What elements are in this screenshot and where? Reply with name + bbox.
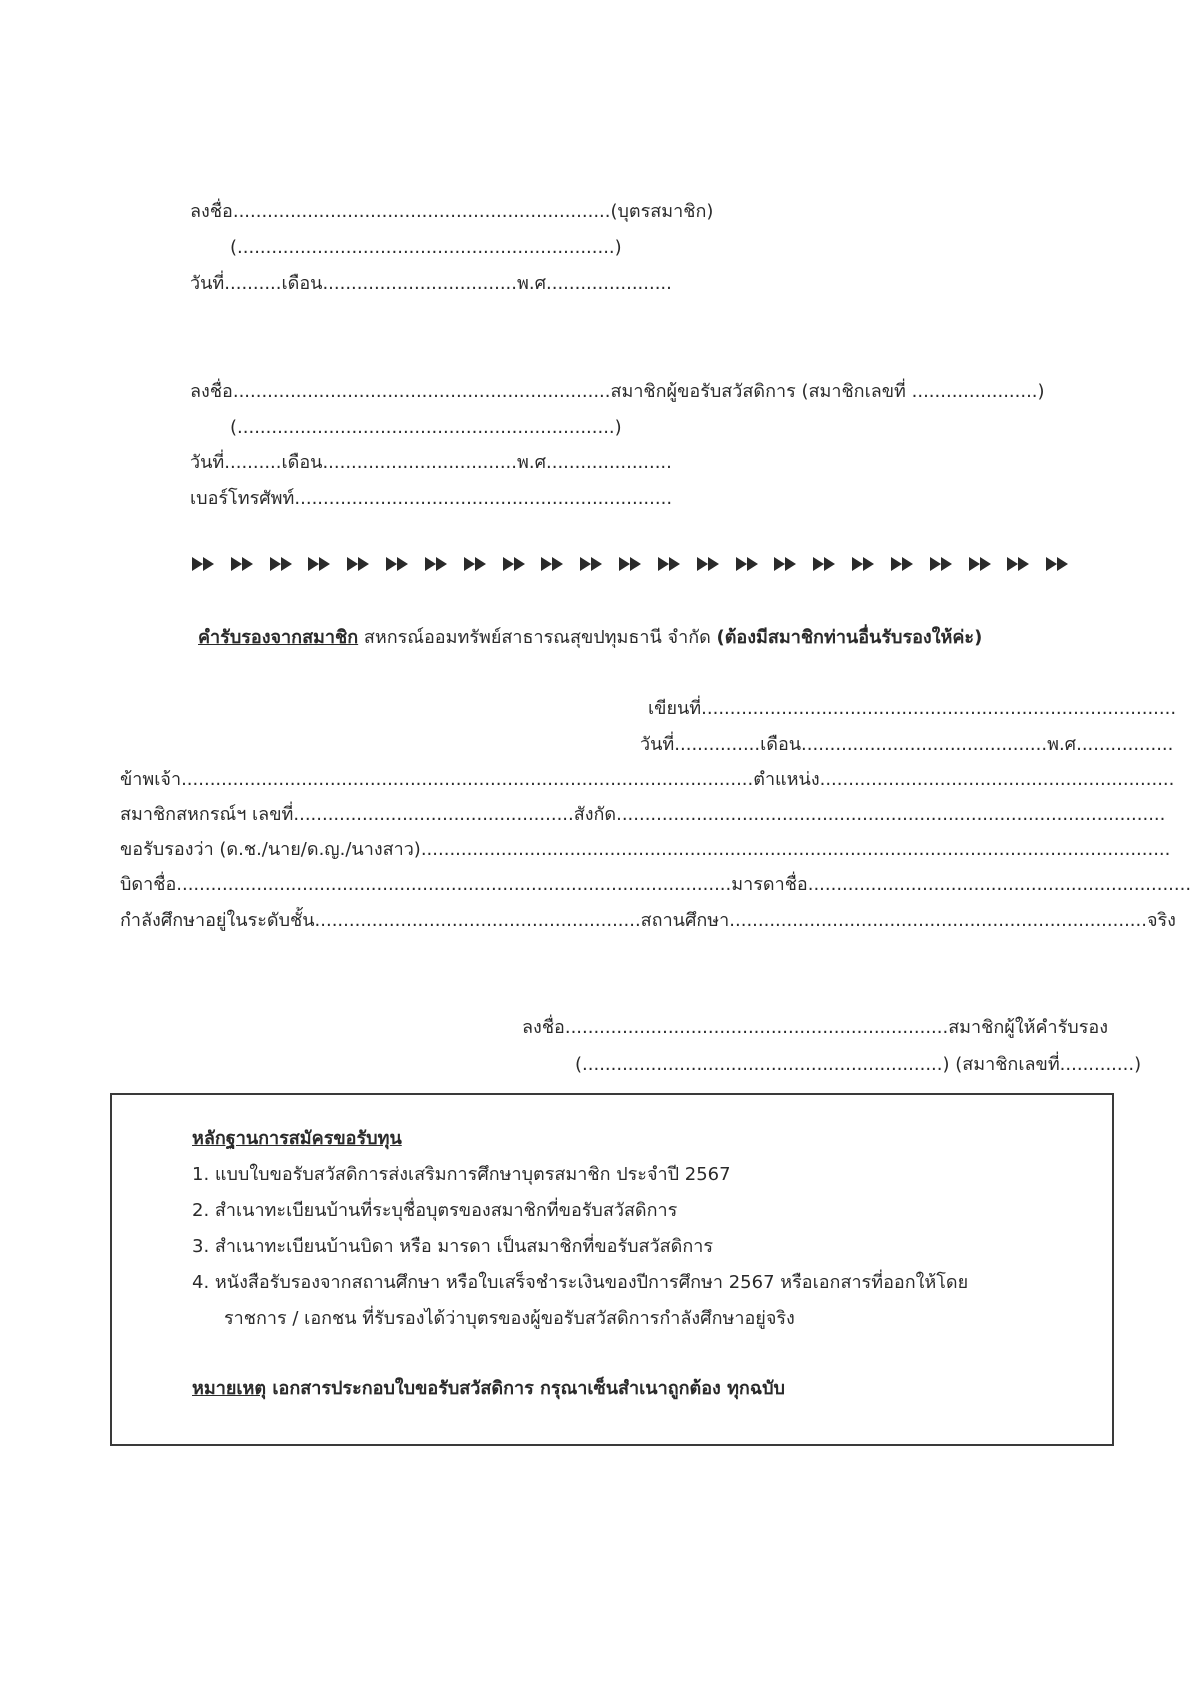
double-arrow-icon	[736, 553, 762, 575]
double-arrow-icon	[697, 553, 723, 575]
certify-note: (ต้องมีสมาชิกท่านอื่นรับรองให้ค่ะ)	[716, 627, 983, 648]
double-arrow-icon	[464, 553, 490, 575]
evidence-item-4: 4. หนังสือรับรองจากสถานศึกษา หรือใบเสร็จชำระเงินของปีการศึกษา 2567 หรือเอกสารที่ออกให้โดย	[192, 1272, 969, 1293]
double-arrow-icon	[813, 553, 839, 575]
certifier-printed-name-line: (...............................................................) (สมาชิกเลขที่.............)	[575, 1054, 1142, 1075]
evidence-item-2: 2. สำเนาทะเบียนบ้านที่ระบุชื่อบุตรของสมาชิกที่ขอรับสวัสดิการ	[192, 1200, 678, 1221]
double-arrow-icon	[774, 553, 800, 575]
double-arrow-icon	[503, 553, 529, 575]
double-arrow-icon	[347, 553, 373, 575]
remark-line	[192, 1377, 785, 1401]
double-arrow-icon	[852, 553, 878, 575]
member-number-line: สมาชิกสหกรณ์ฯ เลขที่.................................................สังกัด................................................................................................	[120, 804, 1166, 825]
double-arrow-icon	[1007, 553, 1033, 575]
double-arrow-icon	[1046, 553, 1072, 575]
coop-name: สหกรณ์ออมทรัพย์สาธารณสุขปทุมธานี จำกัด	[358, 627, 717, 648]
double-arrow-icon	[541, 553, 567, 575]
written-at-line: เขียนที่...................................................................................	[648, 698, 1177, 719]
double-arrow-icon	[270, 553, 296, 575]
double-arrow-icon	[231, 553, 257, 575]
child-name-line: (..................................................................)	[230, 237, 622, 258]
member-signature-line: ลงชื่อ..................................................................สมาชิกผู้ขอรับสวัสดิการ (สมาชิกเลขที่ ......................)	[190, 381, 1045, 402]
evidence-item-1: 1. แบบใบขอรับสวัสดิการส่งเสริมการศึกษาบุตรสมาชิก ประจำปี 2567	[192, 1164, 731, 1185]
child-signature-line: ลงชื่อ..................................................................(บุตรสมาชิก)	[190, 201, 714, 222]
double-arrow-icon	[619, 553, 645, 575]
remark-text: เอกสารประกอบใบขอรับสวัสดิการ กรุณาเซ็นสำเนาถูกต้อง ทุกฉบับ	[266, 1378, 785, 1399]
evidence-box	[110, 1093, 1114, 1446]
double-arrow-icon	[580, 553, 606, 575]
evidence-item-4-continued: ราชการ / เอกชน ที่รับรองได้ว่าบุตรของผู้ขอรับสวัสดิการกำลังศึกษาอยู่จริง	[224, 1308, 795, 1329]
certifier-name-line: ข้าพเจ้า....................................................................................................ตำแหน่ง..............................................................	[120, 769, 1175, 790]
arrow-separator	[192, 553, 1072, 575]
double-arrow-icon	[386, 553, 412, 575]
double-arrow-icon	[891, 553, 917, 575]
double-arrow-icon	[308, 553, 334, 575]
certifier-signature-line: ลงชื่อ...................................................................สมาชิกผู้ให้คำรับรอง	[522, 1017, 1108, 1038]
evidence-item-3: 3. สำเนาทะเบียนบ้านบิดา หรือ มารดา เป็นสมาชิกที่ขอรับสวัสดิการ	[192, 1236, 713, 1257]
double-arrow-icon	[425, 553, 451, 575]
parents-line: บิดาชื่อ.................................................................................................มารดาชื่อ...................................................................	[120, 874, 1192, 895]
double-arrow-icon	[969, 553, 995, 575]
certified-child-line: ขอรับรองว่า (ด.ช./นาย/ด.ญ./นางสาว)...................................................................................................................................	[120, 839, 1171, 860]
certify-heading-line	[198, 626, 982, 650]
member-date-line: วันที่..........เดือน..................................พ.ศ......................	[190, 452, 672, 473]
member-name-line: (..................................................................)	[230, 417, 622, 438]
remark-label: หมายเหตุ	[192, 1378, 267, 1399]
double-arrow-icon	[930, 553, 956, 575]
certify-heading: คำรับรองจากสมาชิก	[198, 627, 359, 648]
double-arrow-icon	[658, 553, 684, 575]
child-date-line: วันที่..........เดือน..................................พ.ศ......................	[190, 273, 672, 294]
member-phone-line: เบอร์โทรศัพท์..................................................................	[190, 488, 673, 509]
evidence-title: หลักฐานการสมัครขอรับทุน	[192, 1128, 402, 1149]
double-arrow-icon	[192, 553, 218, 575]
certify-date-line: วันที่...............เดือน...........................................พ.ศ.................	[640, 734, 1174, 755]
education-line: กำลังศึกษาอยู่ในระดับชั้น.........................................................สถานศึกษา.........................................................................จริง	[120, 910, 1176, 931]
